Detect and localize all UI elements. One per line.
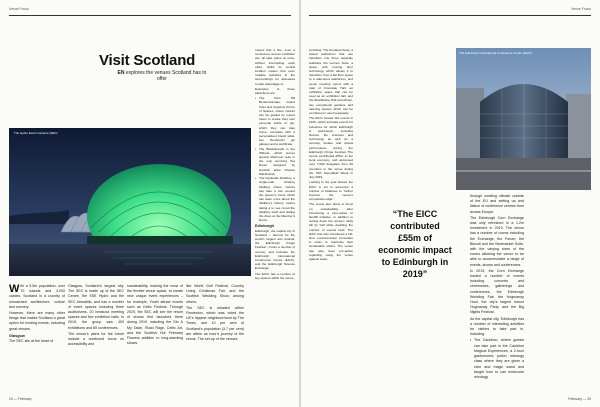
article-title: Visit Scotland — [99, 52, 196, 69]
photo-caption-hydro: The Hydro Event Campus (SEC) — [14, 131, 58, 135]
paragraph: The SEC is situated within Finnieston, which was voted the UK’s hippest neighbourhood by The Times, and 10 per cent of Scotland’s population (3.7 per cent) are within an hour’s journey of the venue. The set-up of the venues — [186, 305, 244, 342]
section-label-right: Venue Focus — [571, 7, 591, 11]
paragraph: through creating climate outside of the EU and setting up and liaison of conference centres from across Europe. — [470, 194, 524, 214]
paragraph: Examples of these attractions are: — [255, 86, 295, 96]
header-rule-left — [9, 15, 291, 16]
column-5-left-part — [255, 48, 295, 281]
paragraph: Looking to the year ahead, the EICC is set to announce a number of initiatives to “further improve the venue’s competitive edge.” — [309, 180, 353, 202]
paragraph: The EICC hosted 112 events in 2019, which included events for industries for which Edinburgh is well-known, including finance, life sciences and technology as well as a comedy, theatre and drama performance during the Edinburgh Fringe Festival. The venue contributed £55m to the local economy, and welcomed over 7,000 delegates from 60 countries to the venue during the 75th Soundfield Week in July 2019. — [309, 116, 353, 180]
attractions-list-glasgow — [255, 96, 295, 222]
list-item: • The Clydeside Distillery, a single-malt whiskey distillery where visitors can take a tour around the Queen’s Dock which can learn more about the distillery’s history, before taking a to see round the distillery itself and tasting the dram at the Member’s Room. — [255, 176, 295, 222]
paragraph: Edinburgh, the capital city of Scotland – famous for the world’s largest arts festival, the Edinburgh Fringe Festival – hosts a number of venues, and includes the Edinburgh International Conference Centre (EICC), and the Edinburgh Science Exchange. — [255, 228, 295, 271]
footer-right: February — 25 — [568, 397, 591, 401]
paragraph: However, there are many other things that makes Scotland a great option for hosting events, including great venues. — [9, 311, 65, 331]
column-1 — [9, 284, 65, 345]
paragraph: sustainability, making the most of the flexible venue space, to create new unique event experiences – for example, Youth attract events such as Celtic Festival. Through 2020, the SEC will see the return of shows first launched there during 2019, including the Gin & My Taste, Road Rage, Celtic Art, and the Scottish Hot February Flowers addition to long-standing shows — [127, 284, 183, 346]
photo-caption-eicc: The Edinburgh International Conference Centre (EICC) — [459, 51, 533, 55]
column-2 — [68, 284, 124, 348]
intro-paragraph — [9, 284, 65, 310]
paragraph: The venue also plans to focus on sustainability, after introducing a zero-waste to landfill initiative, in addition to cutting down the venue’s utility bill by half while doubling the number of events held. The EICC has also introduced a full-time environmental consultant in order to maximise their sustainable efforts. The venue has also been pro-active regarding using the venue against water, — [309, 202, 353, 261]
list-item: • The Blackstroads in the Willows, which serves special afternoon teas in the only surviving Tea Room designed by Scottish artist Charles Mackintosh. — [255, 147, 295, 176]
paragraph: The venue’s plans for the future include a continued focus on accessibility and — [68, 331, 124, 347]
intro-text: ith a 5.5m population, over 70 islands and 3,000 castles, Scotland is a country of unmatched architecture, culture and scenery. — [9, 284, 65, 309]
list-item: • The Cauldron, where guests can take part in the Cauldron Magical Experiences, a 2-hour gastronomic potion mixology class where they are given a robe and magic wand and taught how to use molecular mixology — [470, 338, 524, 380]
paragraph: The SEC sits at the heart of — [9, 339, 54, 344]
drop-cap: W — [9, 283, 20, 295]
paragraph: As the capital city, Edinburgh has a number of interesting activities for visitors to take part in, including: — [470, 316, 524, 337]
paragraph: The Edinburgh Corn Exchange was only refreshed in a 1.2m investment in 2019. The venue has a number of rooms including the Exchange, the Forum, the Biscuit and the Newmarket Suite, with the varying sizes of the rooms allowing the venue to be able to accommodate a range of events, shows and conferences. — [470, 215, 524, 267]
column-4 — [186, 284, 244, 343]
eicc-photo — [456, 48, 591, 190]
column-3 — [127, 284, 183, 347]
section-label-left: Venue Focus — [9, 7, 29, 11]
page-gutter — [299, 0, 301, 407]
standfirst-magazine: EN — [117, 70, 125, 76]
paragraph: like World Golf Festival, Country Living Christmas Fair, and the Scottish Wedding Show, among others. — [186, 284, 244, 304]
subheading-glasgow: Glasgow — [9, 333, 25, 338]
paragraph: means that a five, even a conference and an exhibition can all take place at once, without interrupting each other, whilst its central location means that even multiple activities in the surroundings for attendees to take advantage of. — [255, 48, 295, 86]
column-7 — [470, 194, 524, 380]
footer-left: 24 — February — [9, 397, 32, 401]
standfirst-text: explores the venues Scotland has to offer — [124, 70, 207, 82]
subheading-edinburgh: Edinburgh — [255, 224, 274, 229]
pull-quote: “The EICC contributed £55m of economic impact to Edinburgh in 2019” — [378, 209, 452, 279]
standfirst — [112, 70, 212, 82]
attractions-list-edinburgh — [470, 338, 524, 380]
list-item: • The Kibo Hill Benderstandau: Grand hotel and longview Prince of Spaces, where visitors can be guided by expert tutors to create their own personal bottle of gin, which they can take home, complete with a personalised brand label, two Hendrocks gin glasses and a certificate. — [255, 96, 295, 146]
column-6 — [309, 48, 353, 262]
hydro-photo — [9, 128, 251, 276]
paragraph: Glasgow, Scotland’s largest city. The SEC is made up of the SEC Centre, the SSE Hydro and the SEC Armadillo, and has a number of event spaces including three auditoriums, 20 breakout meeting spaces and five exhibition halls. In 2019, the group saw 400 exhibitions and 69 conferences. — [68, 284, 124, 330]
header-rule-right — [309, 15, 591, 16]
paragraph: The EICC has a number of key spaces within the venue, — [255, 271, 295, 280]
paragraph: including: The Pentland Suite, a raised auditorium that can transform into three separate auditoria, the Lennox Suite, a space with moving floor technology which allows it to transform from a flat floor space to a rake-lined auditorium, and seven meeting rooms with a total of Cromdale Hall, an exhibition space that can be used as an exhibition hall, and the Strathblane Hall and Atrium, two exceptional gardens and catering spaces which can be combined or used separately. — [309, 48, 353, 116]
paragraph: In 2019, the Corn Exchange hosted a number of events including concerts and ceremonies, gatherings and conferences, the Edinburgh Wedding Fair, the Hogmanay Hoot, the city’s largest indoor Hogmanay Party, and the Big Nights Festival. — [470, 268, 524, 315]
